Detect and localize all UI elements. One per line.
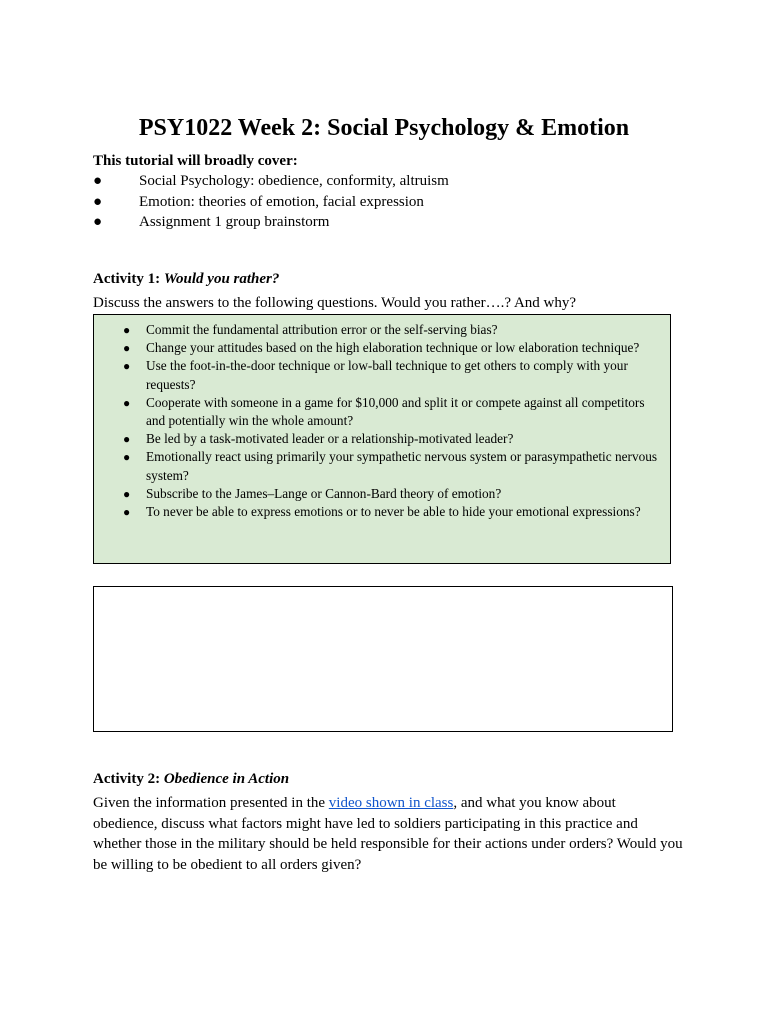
- bullet-icon: ●: [123, 432, 131, 447]
- question-list: [94, 321, 672, 521]
- activity1-number: Activity 1:: [93, 271, 164, 287]
- page-title: PSY1022 Week 2: Social Psychology & Emotion: [138, 115, 630, 141]
- question-item: [94, 485, 672, 503]
- question-text: Commit the fundamental attribution error or the self-serving bias?: [146, 322, 498, 337]
- intro-topic-text: Social Psychology: obedience, conformity, altruism: [139, 173, 449, 189]
- question-text: Emotionally react using primarily your sympathetic nervous system or parasympathetic nervous system?: [146, 449, 658, 483]
- bullet-icon: ●: [123, 395, 131, 410]
- activity2-body-end: , and what you know about obedience, discuss what factors might have led to soldiers participating in this practice and whether those in the military should be held responsible for their actions under orders? Would you be willing to be obedient to all orders given?: [93, 795, 683, 874]
- intro-heading: This tutorial will broadly cover:: [93, 153, 298, 169]
- answer-box[interactable]: [93, 586, 673, 732]
- activity2-body: [93, 793, 683, 876]
- activity2-heading: [93, 769, 289, 789]
- question-box: [93, 314, 671, 564]
- bullet-icon: ●: [123, 505, 131, 520]
- question-text: To never be able to express emotions or to never be able to hide your emotional expressions?: [146, 504, 641, 520]
- question-item: [94, 357, 672, 393]
- activity1-name: Would you rather?: [163, 271, 280, 287]
- question-item: [94, 339, 672, 357]
- intro-topic-item: [93, 171, 693, 192]
- question-text: Change your attitudes based on the high elaboration technique or low elaboration technique?: [146, 340, 640, 356]
- activity2-name: Obedience in Action: [163, 771, 290, 787]
- question-item: [94, 448, 672, 484]
- video-link[interactable]: video shown in class: [328, 795, 454, 811]
- bullet-icon: ●: [123, 450, 131, 465]
- question-item: [94, 430, 672, 448]
- intro-topic-item: [93, 192, 693, 213]
- activity2-number: Activity 2:: [93, 771, 164, 787]
- intro-topic-list: [93, 171, 693, 233]
- bullet-icon: ●: [123, 359, 131, 374]
- bullet-icon: ●: [93, 214, 103, 230]
- question-text: Cooperate with someone in a game for $10,000 and split it or compete against all competitors and potentially win the whole amount?: [146, 394, 645, 429]
- intro-topic-item: [93, 212, 693, 233]
- activity1-instructions: Discuss the answers to the following questions. Would you rather….? And why?: [93, 295, 577, 311]
- bullet-icon: ●: [93, 173, 103, 189]
- question-item: [94, 503, 672, 521]
- intro-topic-text: Emotion: theories of emotion, facial expression: [139, 193, 424, 210]
- bullet-icon: ●: [123, 486, 131, 501]
- question-item: [94, 321, 672, 339]
- bullet-icon: ●: [93, 193, 103, 210]
- activity1-heading: [93, 269, 279, 289]
- activity2-body-start: Given the information presented in the: [93, 795, 329, 811]
- bullet-icon: ●: [123, 341, 131, 356]
- bullet-icon: ●: [123, 323, 131, 337]
- question-text: Be led by a task-motivated leader or a relationship-motivated leader?: [146, 431, 514, 447]
- intro-topic-text: Assignment 1 group brainstorm: [139, 214, 330, 230]
- question-text: Use the foot-in-the-door technique or low-ball technique to get others to comply with your requests?: [146, 358, 628, 392]
- question-text: Subscribe to the James–Lange or Cannon-Bard theory of emotion?: [146, 485, 502, 501]
- question-item: [94, 394, 672, 430]
